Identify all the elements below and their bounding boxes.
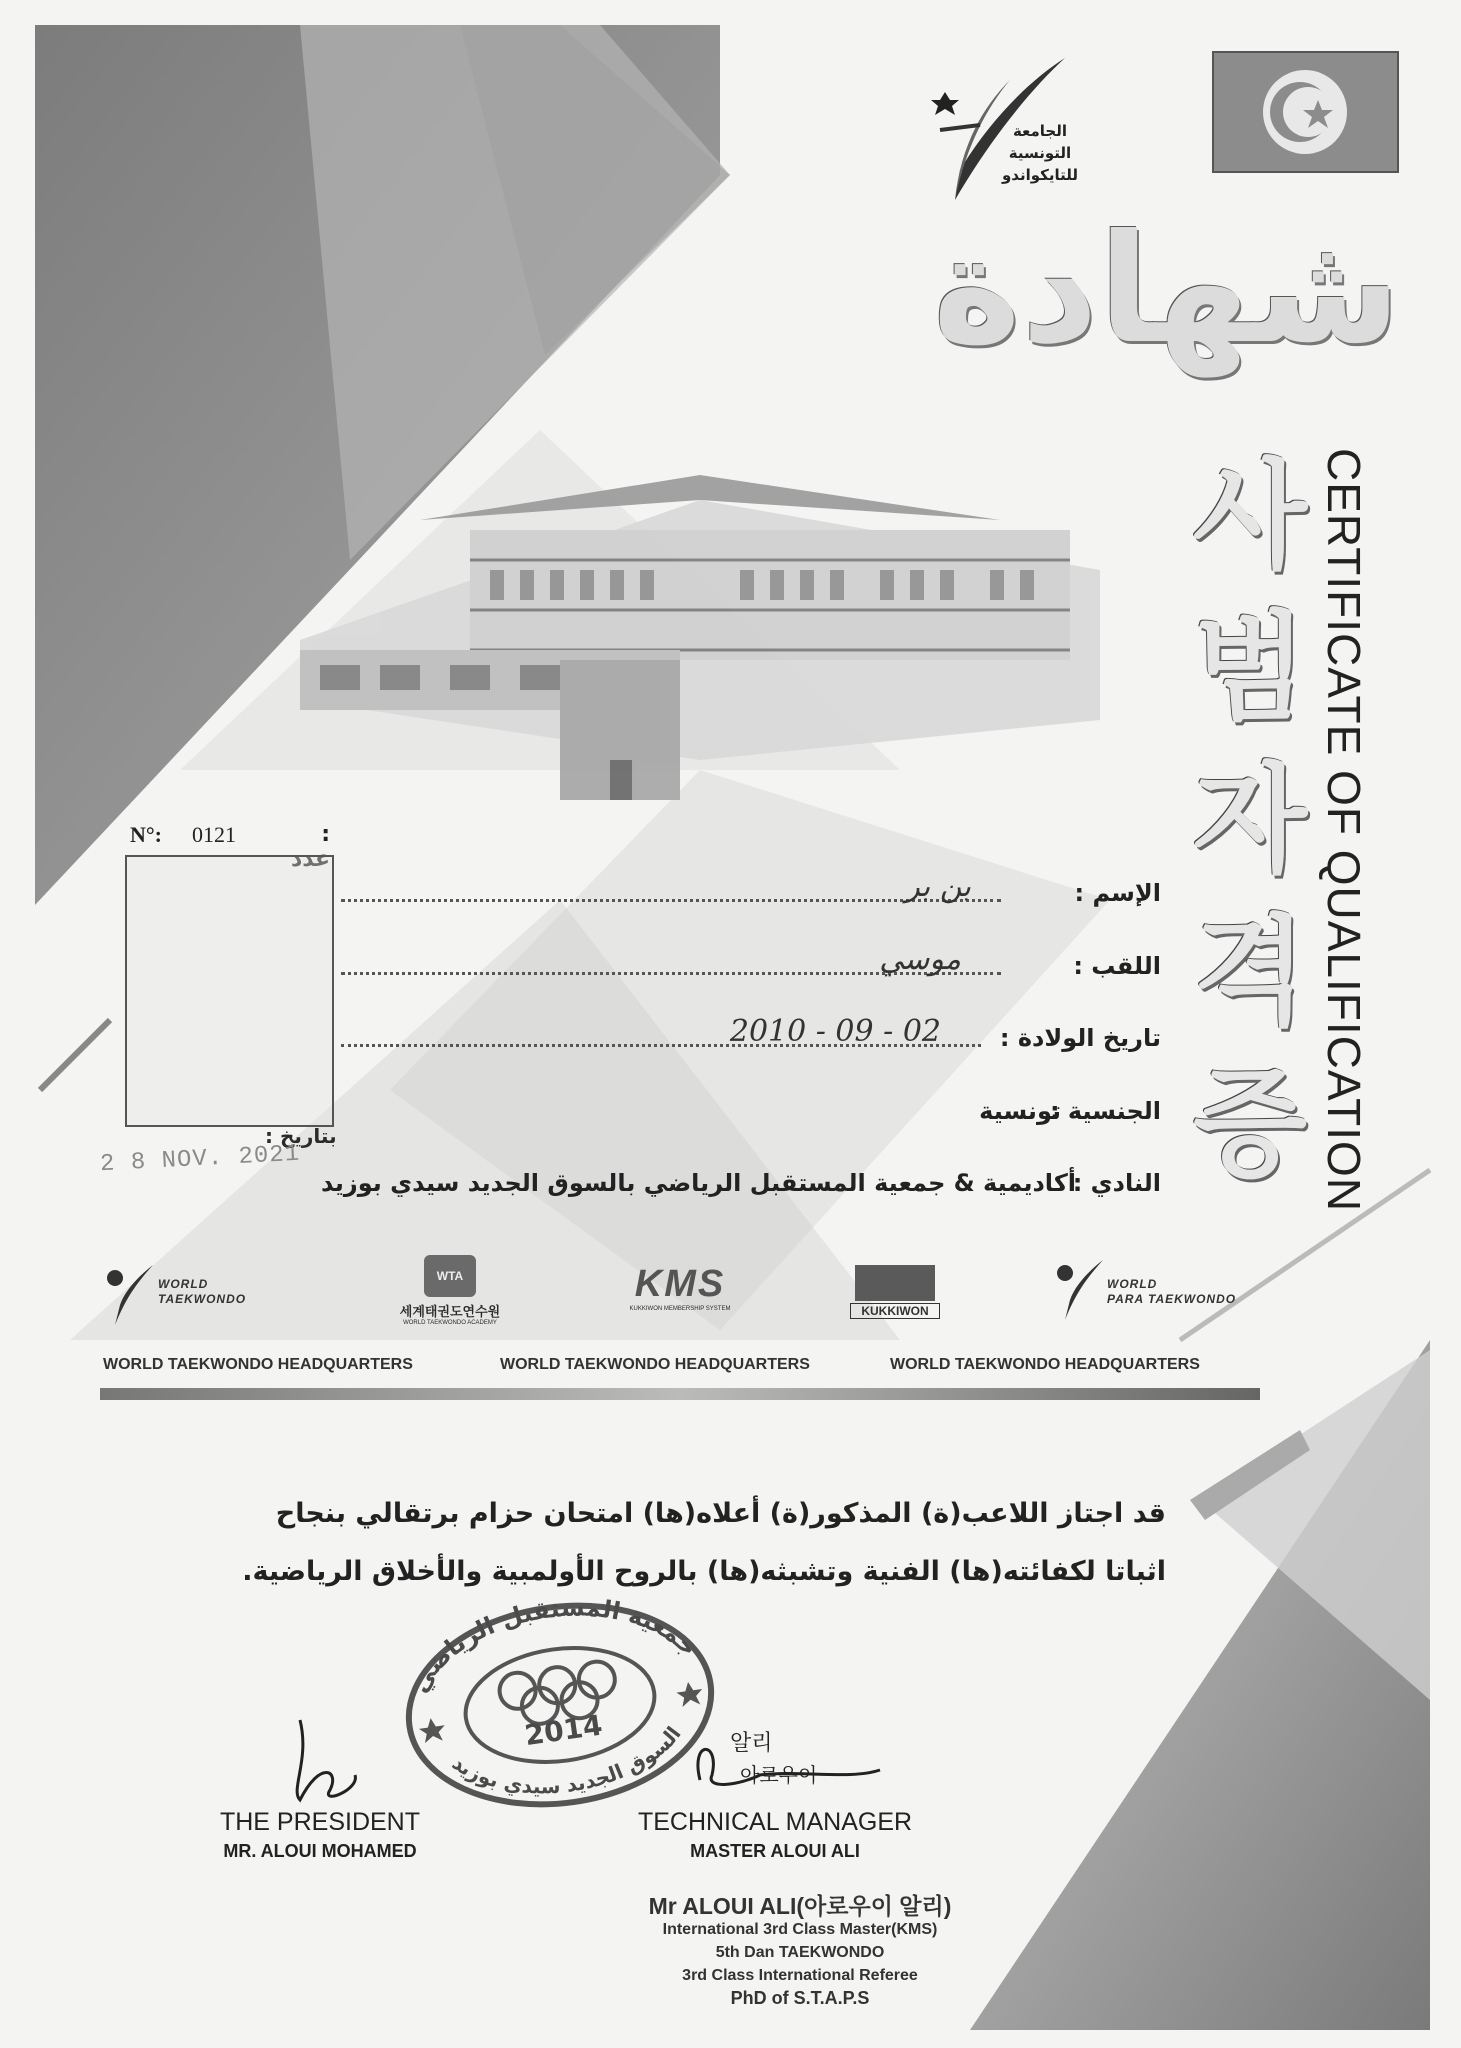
credential-line: 3rd Class International Referee	[682, 1967, 918, 1984]
president-signature	[297, 1720, 355, 1800]
field-dots	[341, 899, 1001, 902]
wta-badge: WTA	[424, 1255, 476, 1297]
wta-sub-text: WORLD TAEKWONDO ACADEMY	[403, 1320, 497, 1326]
field-birth-date	[341, 1014, 1161, 1060]
issue-date-stamp: 2 8 NOV. 2021	[99, 1140, 301, 1179]
statement-line: اثباتا لكفائته(ها) الفنية وتشبثه(ها) بالروح الأولمبية والأخلاق الرياضية.	[242, 1556, 1166, 1587]
field-surname	[341, 942, 1161, 988]
certificate-title-korean	[1160, 440, 1340, 1200]
logo-text-line: WORLD	[158, 1277, 209, 1291]
field-surname-value: موسي	[879, 942, 961, 977]
field-name	[341, 869, 1161, 915]
diagonal-line-left	[40, 1020, 110, 1090]
president-name: MR. ALOUI MOHAMED	[223, 1841, 417, 1861]
seal-year: 2014	[522, 1708, 605, 1753]
credential-line: International 3rd Class Master(KMS)	[662, 1921, 938, 1938]
korean-title-char: 증	[1193, 1055, 1307, 1193]
korean-title-char: 격	[1193, 903, 1307, 1041]
world-taekwondo-icon	[105, 1260, 155, 1330]
issue-date-label: بتاريخ :	[265, 1124, 337, 1148]
para-taekwondo-icon	[1055, 1255, 1105, 1325]
korean-title-char: 사	[1193, 447, 1307, 585]
certificate-title-arabic: شهادة	[932, 203, 1401, 377]
field-club	[261, 1165, 1161, 1205]
kukkiwon-logo	[850, 1255, 940, 1335]
technical-korean-sign: 알리	[730, 1731, 773, 1756]
technical-manager-signature-block	[630, 1808, 920, 1862]
hq-label: WORLD TAEKWONDO HEADQUARTERS	[890, 1356, 1200, 1373]
number-label-arabic: : عدد	[290, 822, 330, 872]
hq-label: WORLD TAEKWONDO HEADQUARTERS	[500, 1356, 810, 1373]
field-birth-date-value: 2010 - 09 - 02	[729, 1014, 941, 1049]
federation-name-line: التونسية	[1008, 144, 1072, 162]
logo-text-line: WORLD	[1107, 1277, 1158, 1291]
field-birth-date-label: تاريخ الولادة :	[999, 1024, 1161, 1052]
kms-sub-text: KUKKIWON MEMBERSHIP SYSTEM	[629, 1306, 731, 1312]
kms-text: KMS	[634, 1263, 726, 1305]
credential-stamp	[640, 1895, 960, 2010]
club-seal	[396, 1587, 724, 1823]
wta-korean-text: 세계태권도연수원	[399, 1305, 501, 1320]
world-taekwondo-logo	[100, 1255, 300, 1335]
field-name-value: بن بر	[905, 869, 971, 904]
president-signature-block	[185, 1808, 455, 1862]
field-club-value: أكاديمية & جمعية المستقبل الرياضي بالسوق الجديد سيدي بوزيد	[321, 1169, 1076, 1197]
credential-line: Mr ALOUI ALI(아로우이 알리)	[648, 1893, 952, 1919]
kukkiwon-text: KUKKIWON	[850, 1303, 940, 1319]
seal-bottom-text: السوق الجديد سيدي بوزيد	[447, 1721, 686, 1799]
kukkiwon-emblem	[855, 1265, 935, 1301]
field-club-label: النادي :	[1072, 1169, 1161, 1197]
wta-logo	[385, 1255, 515, 1335]
korean-title-char: 자	[1193, 751, 1307, 889]
seal-top-text: جمعية المستقبل الرياضي	[405, 1593, 704, 1698]
president-role: THE PRESIDENT	[219, 1808, 421, 1836]
hq-label: WORLD TAEKWONDO HEADQUARTERS	[103, 1356, 413, 1373]
credential-line: PhD of S.T.A.P.S	[730, 1988, 870, 2008]
technical-signature	[698, 1749, 880, 1784]
statement-line: قد اجتاز اللاعب(ة) المذكور(ة) أعلاه(ها) امتحان حزام برتقالي بنجاح	[275, 1498, 1166, 1529]
federation-name-line: للتايكواندو	[1001, 166, 1079, 184]
photo-placeholder	[125, 855, 334, 1127]
federation-name-line: الجامعة	[1012, 122, 1068, 140]
field-nationality-value: تونسية	[979, 1097, 1061, 1125]
certificate-title-english: CERTIFICATE OF QUALIFICATION	[1318, 448, 1370, 1213]
field-nationality-label: الجنسية :	[1049, 1097, 1161, 1125]
credential-line: 5th Dan TAEKWONDO	[715, 1944, 885, 1961]
korean-title-char: 범	[1193, 599, 1307, 737]
tunisia-flag	[1213, 52, 1398, 172]
number-value: 0121	[192, 822, 236, 847]
technical-manager-role: TECHNICAL MANAGER	[637, 1808, 913, 1836]
hq-divider-bar	[100, 1388, 1260, 1400]
technical-korean-sign-2: 아로우이	[740, 1763, 818, 1787]
logo-text-line: TAEKWONDO	[158, 1292, 247, 1306]
affiliation-logos	[100, 1255, 1260, 1335]
field-nationality	[341, 1093, 1161, 1133]
number-label: N°:	[130, 822, 163, 847]
technical-manager-name: MASTER ALOUI ALI	[690, 1841, 860, 1861]
logo-text-line: PARA TAEKWONDO	[1107, 1292, 1237, 1306]
para-taekwondo-logo	[1055, 1255, 1265, 1335]
federation-name	[985, 120, 1095, 186]
field-name-label: الإسم :	[1074, 879, 1161, 907]
kms-logo	[620, 1255, 740, 1335]
field-surname-label: اللقب :	[1073, 952, 1161, 980]
